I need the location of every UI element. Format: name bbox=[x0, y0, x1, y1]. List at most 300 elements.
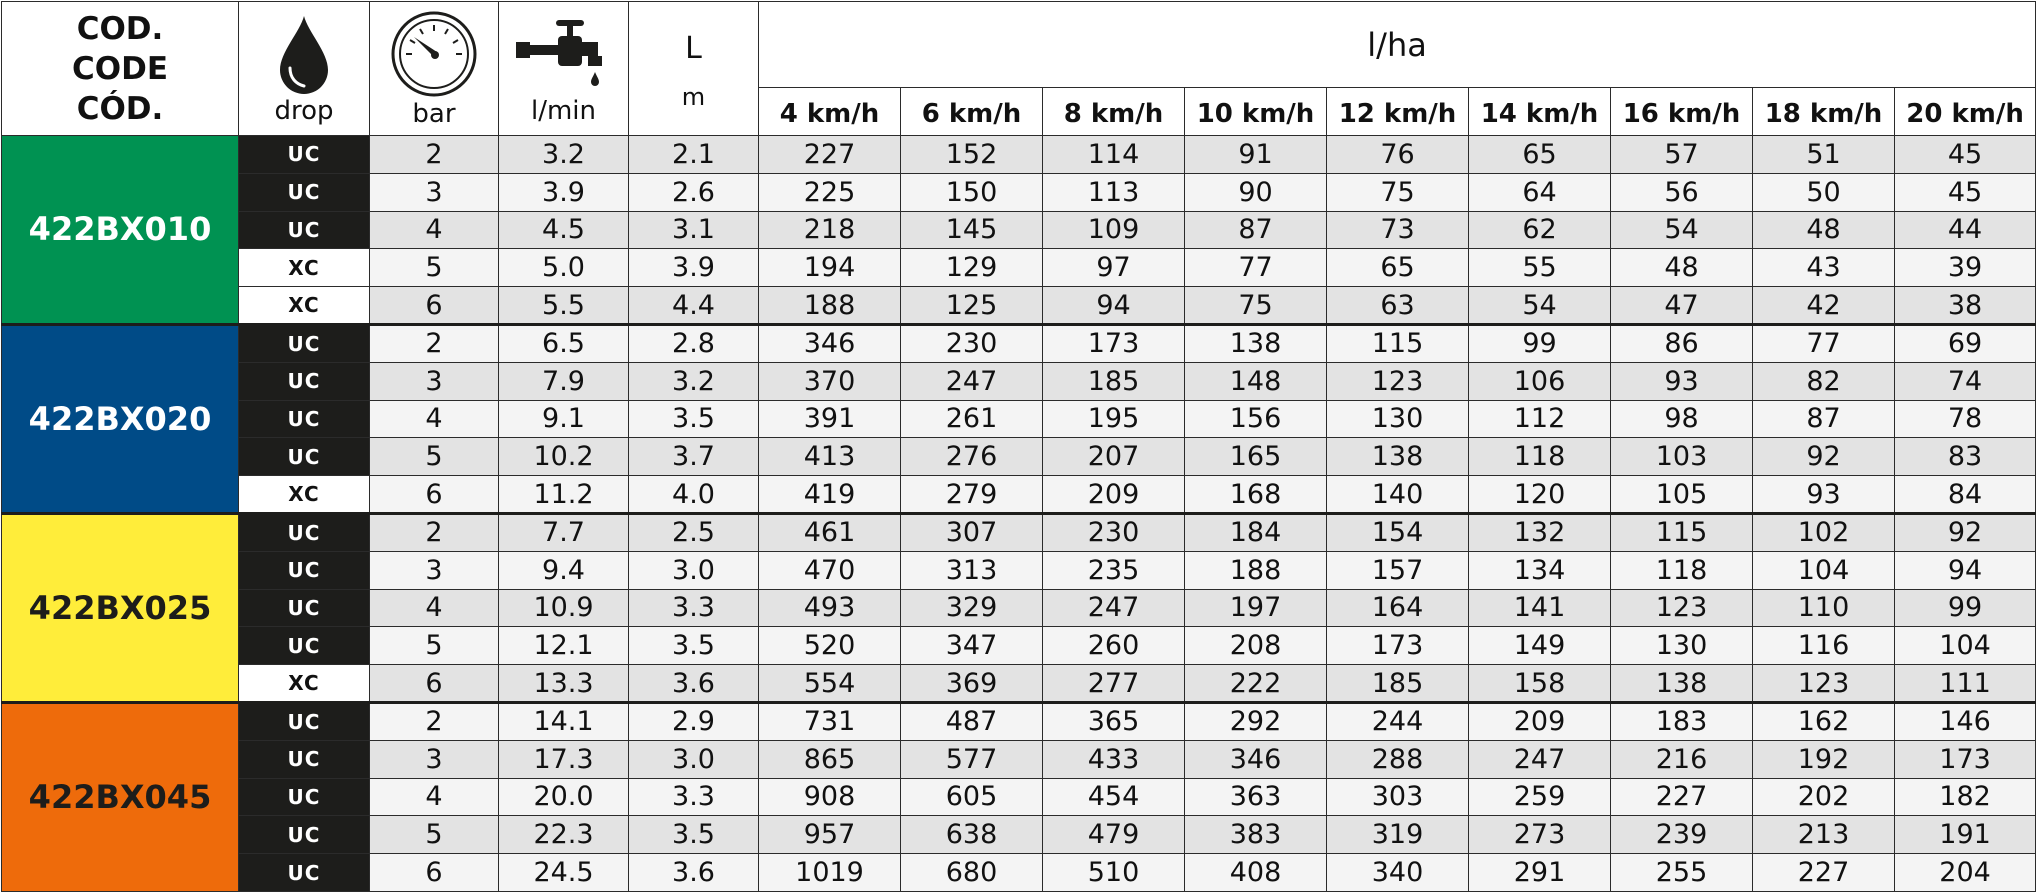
lha-value-cell: 77 bbox=[1185, 249, 1327, 287]
lha-value-cell: 65 bbox=[1327, 249, 1469, 287]
faucet-icon bbox=[514, 12, 614, 96]
lha-value-cell: 260 bbox=[1043, 627, 1185, 665]
lha-value-cell: 680 bbox=[901, 854, 1043, 892]
height-cell: 3.9 bbox=[629, 249, 759, 287]
lha-value-cell: 111 bbox=[1895, 665, 2036, 703]
code-header-line-1: COD. bbox=[76, 10, 164, 47]
lha-value-cell: 188 bbox=[1185, 551, 1327, 589]
lha-value-cell: 45 bbox=[1895, 173, 2036, 211]
table-row bbox=[2, 513, 2036, 551]
bar-cell: 4 bbox=[370, 400, 499, 438]
flow-cell: 11.2 bbox=[499, 476, 629, 514]
lha-value-cell: 247 bbox=[1469, 740, 1611, 778]
lha-value-cell: 204 bbox=[1895, 854, 2036, 892]
lha-value-cell: 227 bbox=[1753, 854, 1895, 892]
lha-value-cell: 141 bbox=[1469, 589, 1611, 627]
height-cell: 3.6 bbox=[629, 854, 759, 892]
drop-type-badge: XC bbox=[239, 665, 370, 703]
bar-cell: 3 bbox=[370, 740, 499, 778]
lha-value-cell: 202 bbox=[1753, 778, 1895, 816]
lha-value-cell: 99 bbox=[1895, 589, 2036, 627]
lha-value-cell: 120 bbox=[1469, 476, 1611, 514]
flow-cell: 4.5 bbox=[499, 211, 629, 249]
nozzle-code-cell: 422BX025 bbox=[2, 513, 239, 702]
code-header-line-2: CODE bbox=[71, 50, 168, 87]
lha-value-cell: 157 bbox=[1327, 551, 1469, 589]
lha-value-cell: 123 bbox=[1611, 589, 1753, 627]
lha-value-cell: 48 bbox=[1611, 249, 1753, 287]
flow-cell: 7.7 bbox=[499, 513, 629, 551]
speed-header: 18 km/h bbox=[1753, 88, 1895, 136]
lha-value-cell: 138 bbox=[1327, 438, 1469, 476]
lha-value-cell: 65 bbox=[1469, 136, 1611, 174]
lha-value-cell: 158 bbox=[1469, 665, 1611, 703]
lha-value-cell: 908 bbox=[759, 778, 901, 816]
drop-type-badge: UC bbox=[239, 627, 370, 665]
lha-value-cell: 82 bbox=[1753, 362, 1895, 400]
drop-type-badge: UC bbox=[239, 740, 370, 778]
lha-value-cell: 75 bbox=[1185, 287, 1327, 325]
lha-value-cell: 255 bbox=[1611, 854, 1753, 892]
lha-value-cell: 91 bbox=[1185, 136, 1327, 174]
lha-value-cell: 638 bbox=[901, 816, 1043, 854]
lha-value-cell: 43 bbox=[1753, 249, 1895, 287]
flow-cell: 3.9 bbox=[499, 173, 629, 211]
lha-value-cell: 103 bbox=[1611, 438, 1753, 476]
lha-value-cell: 510 bbox=[1043, 854, 1185, 892]
lha-value-cell: 123 bbox=[1327, 362, 1469, 400]
lha-value-cell: 365 bbox=[1043, 702, 1185, 740]
table-row bbox=[2, 854, 2036, 892]
bar-cell: 6 bbox=[370, 854, 499, 892]
lha-value-cell: 94 bbox=[1043, 287, 1185, 325]
flow-cell: 9.1 bbox=[499, 400, 629, 438]
lha-value-cell: 433 bbox=[1043, 740, 1185, 778]
lha-value-cell: 45 bbox=[1895, 136, 2036, 174]
lha-value-cell: 261 bbox=[901, 400, 1043, 438]
table-row bbox=[2, 816, 2036, 854]
lha-value-cell: 129 bbox=[901, 249, 1043, 287]
lha-value-cell: 92 bbox=[1753, 438, 1895, 476]
lha-value-cell: 74 bbox=[1895, 362, 2036, 400]
lha-value-cell: 292 bbox=[1185, 702, 1327, 740]
lha-value-cell: 39 bbox=[1895, 249, 2036, 287]
bar-cell: 5 bbox=[370, 627, 499, 665]
lha-value-cell: 369 bbox=[901, 665, 1043, 703]
flow-cell: 10.2 bbox=[499, 438, 629, 476]
lha-value-cell: 149 bbox=[1469, 627, 1611, 665]
table-row bbox=[2, 211, 2036, 249]
lha-value-cell: 75 bbox=[1327, 173, 1469, 211]
flow-cell: 24.5 bbox=[499, 854, 629, 892]
drop-type-badge: XC bbox=[239, 287, 370, 325]
lha-value-cell: 116 bbox=[1753, 627, 1895, 665]
lha-value-cell: 54 bbox=[1611, 211, 1753, 249]
spray-height-header bbox=[629, 2, 759, 136]
lha-value-cell: 132 bbox=[1469, 513, 1611, 551]
drop-type-badge: UC bbox=[239, 438, 370, 476]
lha-value-cell: 104 bbox=[1895, 627, 2036, 665]
lha-value-cell: 346 bbox=[1185, 740, 1327, 778]
lha-value-cell: 209 bbox=[1043, 476, 1185, 514]
table-row bbox=[2, 702, 2036, 740]
lha-value-cell: 118 bbox=[1611, 551, 1753, 589]
flow-cell: 9.4 bbox=[499, 551, 629, 589]
lha-value-cell: 123 bbox=[1753, 665, 1895, 703]
lha-value-cell: 413 bbox=[759, 438, 901, 476]
speed-header: 6 km/h bbox=[901, 88, 1043, 136]
lha-value-cell: 279 bbox=[901, 476, 1043, 514]
drop-type-badge: UC bbox=[239, 854, 370, 892]
lha-value-cell: 87 bbox=[1753, 400, 1895, 438]
bar-cell: 4 bbox=[370, 211, 499, 249]
lha-value-cell: 493 bbox=[759, 589, 901, 627]
lha-value-cell: 731 bbox=[759, 702, 901, 740]
height-cell: 3.5 bbox=[629, 816, 759, 854]
drop-type-badge: UC bbox=[239, 211, 370, 249]
height-cell: 2.5 bbox=[629, 513, 759, 551]
flow-cell: 5.5 bbox=[499, 287, 629, 325]
lha-value-cell: 55 bbox=[1469, 249, 1611, 287]
table-row bbox=[2, 324, 2036, 362]
lha-value-cell: 138 bbox=[1611, 665, 1753, 703]
drop-type-badge: XC bbox=[239, 476, 370, 514]
lha-value-cell: 230 bbox=[901, 324, 1043, 362]
lha-value-cell: 104 bbox=[1753, 551, 1895, 589]
lha-value-cell: 419 bbox=[759, 476, 901, 514]
height-cell: 2.8 bbox=[629, 324, 759, 362]
height-cell: 3.0 bbox=[629, 740, 759, 778]
lha-value-cell: 461 bbox=[759, 513, 901, 551]
drop-header bbox=[239, 2, 370, 136]
table-row bbox=[2, 136, 2036, 174]
lha-value-cell: 370 bbox=[759, 362, 901, 400]
drop-type-badge: UC bbox=[239, 513, 370, 551]
drop-type-badge: XC bbox=[239, 249, 370, 287]
lha-value-cell: 259 bbox=[1469, 778, 1611, 816]
lha-value-cell: 957 bbox=[759, 816, 901, 854]
bar-cell: 2 bbox=[370, 136, 499, 174]
flow-cell: 14.1 bbox=[499, 702, 629, 740]
lha-value-cell: 84 bbox=[1895, 476, 2036, 514]
lha-value-cell: 114 bbox=[1043, 136, 1185, 174]
lha-value-cell: 230 bbox=[1043, 513, 1185, 551]
table-row bbox=[2, 438, 2036, 476]
flow-cell: 5.0 bbox=[499, 249, 629, 287]
lha-value-cell: 56 bbox=[1611, 173, 1753, 211]
lha-value-cell: 99 bbox=[1469, 324, 1611, 362]
lmin-label: l/min bbox=[530, 95, 596, 126]
lha-value-cell: 54 bbox=[1469, 287, 1611, 325]
lha-value-cell: 865 bbox=[759, 740, 901, 778]
height-cell: 3.0 bbox=[629, 551, 759, 589]
height-cell: 3.3 bbox=[629, 589, 759, 627]
lha-value-cell: 125 bbox=[901, 287, 1043, 325]
lha-value-cell: 115 bbox=[1327, 324, 1469, 362]
height-cell: 3.3 bbox=[629, 778, 759, 816]
lha-value-cell: 57 bbox=[1611, 136, 1753, 174]
lha-value-cell: 63 bbox=[1327, 287, 1469, 325]
bar-cell: 6 bbox=[370, 476, 499, 514]
nozzle-code-cell: 422BX045 bbox=[2, 702, 239, 891]
lha-value-cell: 112 bbox=[1469, 400, 1611, 438]
flow-cell: 7.9 bbox=[499, 362, 629, 400]
bar-cell: 5 bbox=[370, 249, 499, 287]
speed-header: 12 km/h bbox=[1327, 88, 1469, 136]
lha-value-cell: 520 bbox=[759, 627, 901, 665]
table-row bbox=[2, 287, 2036, 325]
lha-value-cell: 197 bbox=[1185, 589, 1327, 627]
flow-header bbox=[499, 2, 629, 136]
lha-value-cell: 47 bbox=[1611, 287, 1753, 325]
drop-type-badge: UC bbox=[239, 136, 370, 174]
drop-type-badge: UC bbox=[239, 551, 370, 589]
lha-value-cell: 50 bbox=[1753, 173, 1895, 211]
lha-value-cell: 207 bbox=[1043, 438, 1185, 476]
nozzle-code-cell: 422BX020 bbox=[2, 324, 239, 513]
bar-label: bar bbox=[412, 98, 456, 129]
lha-value-cell: 42 bbox=[1753, 287, 1895, 325]
lha-value-cell: 227 bbox=[1611, 778, 1753, 816]
lha-value-cell: 247 bbox=[901, 362, 1043, 400]
lha-value-cell: 244 bbox=[1327, 702, 1469, 740]
lha-value-cell: 1019 bbox=[759, 854, 901, 892]
L-label: L bbox=[685, 30, 702, 66]
lha-value-cell: 185 bbox=[1327, 665, 1469, 703]
lha-value-cell: 48 bbox=[1753, 211, 1895, 249]
lha-value-cell: 188 bbox=[759, 287, 901, 325]
lha-value-cell: 329 bbox=[901, 589, 1043, 627]
lha-value-cell: 44 bbox=[1895, 211, 2036, 249]
lha-value-cell: 194 bbox=[759, 249, 901, 287]
lha-value-cell: 363 bbox=[1185, 778, 1327, 816]
table-row bbox=[2, 400, 2036, 438]
lha-value-cell: 134 bbox=[1469, 551, 1611, 589]
speed-header: 16 km/h bbox=[1611, 88, 1753, 136]
lha-value-cell: 192 bbox=[1753, 740, 1895, 778]
drop-label: drop bbox=[274, 95, 334, 126]
lha-value-cell: 51 bbox=[1753, 136, 1895, 174]
lha-value-cell: 77 bbox=[1753, 324, 1895, 362]
m-label: m bbox=[681, 82, 706, 111]
height-cell: 2.6 bbox=[629, 173, 759, 211]
lha-value-cell: 182 bbox=[1895, 778, 2036, 816]
flow-cell: 20.0 bbox=[499, 778, 629, 816]
lha-value-cell: 208 bbox=[1185, 627, 1327, 665]
flow-cell: 22.3 bbox=[499, 816, 629, 854]
drop-type-badge: UC bbox=[239, 702, 370, 740]
table-row bbox=[2, 589, 2036, 627]
lha-value-cell: 64 bbox=[1469, 173, 1611, 211]
lha-value-cell: 239 bbox=[1611, 816, 1753, 854]
bar-cell: 2 bbox=[370, 324, 499, 362]
bar-cell: 4 bbox=[370, 778, 499, 816]
table-row bbox=[2, 740, 2036, 778]
lha-value-cell: 94 bbox=[1895, 551, 2036, 589]
height-cell: 2.1 bbox=[629, 136, 759, 174]
lha-value-cell: 130 bbox=[1611, 627, 1753, 665]
lha-value-cell: 235 bbox=[1043, 551, 1185, 589]
lha-value-cell: 605 bbox=[901, 778, 1043, 816]
lha-value-cell: 307 bbox=[901, 513, 1043, 551]
height-cell: 3.1 bbox=[629, 211, 759, 249]
code-header-line-3: CÓD. bbox=[76, 90, 164, 127]
lha-value-cell: 76 bbox=[1327, 136, 1469, 174]
drop-type-badge: UC bbox=[239, 362, 370, 400]
nozzle-code-cell: 422BX010 bbox=[2, 136, 239, 325]
height-cell: 2.9 bbox=[629, 702, 759, 740]
lha-value-cell: 408 bbox=[1185, 854, 1327, 892]
lha-value-cell: 78 bbox=[1895, 400, 2036, 438]
drop-type-badge: UC bbox=[239, 816, 370, 854]
flow-cell: 3.2 bbox=[499, 136, 629, 174]
speed-header: 10 km/h bbox=[1185, 88, 1327, 136]
lha-value-cell: 102 bbox=[1753, 513, 1895, 551]
lha-value-cell: 130 bbox=[1327, 400, 1469, 438]
height-cell: 3.2 bbox=[629, 362, 759, 400]
lha-value-cell: 86 bbox=[1611, 324, 1753, 362]
lha-value-cell: 347 bbox=[901, 627, 1043, 665]
lha-value-cell: 98 bbox=[1611, 400, 1753, 438]
lha-value-cell: 87 bbox=[1185, 211, 1327, 249]
lha-value-cell: 227 bbox=[759, 136, 901, 174]
pressure-gauge-icon bbox=[389, 9, 479, 99]
bar-cell: 3 bbox=[370, 551, 499, 589]
lha-value-cell: 209 bbox=[1469, 702, 1611, 740]
lha-value-cell: 454 bbox=[1043, 778, 1185, 816]
lha-value-cell: 93 bbox=[1611, 362, 1753, 400]
lha-value-cell: 110 bbox=[1753, 589, 1895, 627]
lha-value-cell: 150 bbox=[901, 173, 1043, 211]
lha-value-cell: 164 bbox=[1327, 589, 1469, 627]
lha-value-cell: 303 bbox=[1327, 778, 1469, 816]
height-cell: 4.4 bbox=[629, 287, 759, 325]
lha-value-cell: 154 bbox=[1327, 513, 1469, 551]
flow-cell: 6.5 bbox=[499, 324, 629, 362]
height-cell: 3.6 bbox=[629, 665, 759, 703]
drop-type-badge: UC bbox=[239, 778, 370, 816]
lha-value-cell: 109 bbox=[1043, 211, 1185, 249]
flow-cell: 13.3 bbox=[499, 665, 629, 703]
lha-value-cell: 288 bbox=[1327, 740, 1469, 778]
lha-value-cell: 247 bbox=[1043, 589, 1185, 627]
lha-value-cell: 291 bbox=[1469, 854, 1611, 892]
lha-value-cell: 90 bbox=[1185, 173, 1327, 211]
code-header bbox=[2, 2, 239, 136]
lha-value-cell: 106 bbox=[1469, 362, 1611, 400]
lha-value-cell: 83 bbox=[1895, 438, 2036, 476]
bar-cell: 5 bbox=[370, 816, 499, 854]
table-row bbox=[2, 249, 2036, 287]
lha-value-cell: 479 bbox=[1043, 816, 1185, 854]
lha-value-cell: 113 bbox=[1043, 173, 1185, 211]
lha-value-cell: 168 bbox=[1185, 476, 1327, 514]
bar-cell: 4 bbox=[370, 589, 499, 627]
bar-cell: 3 bbox=[370, 173, 499, 211]
table-row bbox=[2, 362, 2036, 400]
lha-value-cell: 487 bbox=[901, 702, 1043, 740]
table-row bbox=[2, 476, 2036, 514]
lha-value-cell: 115 bbox=[1611, 513, 1753, 551]
table-row bbox=[2, 551, 2036, 589]
table-body bbox=[2, 136, 2036, 892]
nozzle-flow-table bbox=[1, 1, 2036, 892]
lha-value-cell: 148 bbox=[1185, 362, 1327, 400]
drop-type-badge: UC bbox=[239, 173, 370, 211]
lha-value-cell: 156 bbox=[1185, 400, 1327, 438]
lha-value-cell: 140 bbox=[1327, 476, 1469, 514]
lha-value-cell: 218 bbox=[759, 211, 901, 249]
drop-icon bbox=[274, 12, 334, 96]
lha-value-cell: 222 bbox=[1185, 665, 1327, 703]
lha-value-cell: 577 bbox=[901, 740, 1043, 778]
height-cell: 4.0 bbox=[629, 476, 759, 514]
speed-header: 8 km/h bbox=[1043, 88, 1185, 136]
lha-value-cell: 105 bbox=[1611, 476, 1753, 514]
lha-value-cell: 470 bbox=[759, 551, 901, 589]
lha-value-cell: 213 bbox=[1753, 816, 1895, 854]
lha-value-cell: 195 bbox=[1043, 400, 1185, 438]
lha-value-cell: 391 bbox=[759, 400, 901, 438]
table-row bbox=[2, 778, 2036, 816]
lha-value-cell: 62 bbox=[1469, 211, 1611, 249]
table-row bbox=[2, 173, 2036, 211]
bar-cell: 2 bbox=[370, 513, 499, 551]
lha-value-cell: 118 bbox=[1469, 438, 1611, 476]
table-row bbox=[2, 665, 2036, 703]
lha-value-cell: 93 bbox=[1753, 476, 1895, 514]
lha-value-cell: 173 bbox=[1327, 627, 1469, 665]
speed-header: 20 km/h bbox=[1895, 88, 2036, 136]
bar-cell: 6 bbox=[370, 287, 499, 325]
bar-cell: 2 bbox=[370, 702, 499, 740]
lha-value-cell: 92 bbox=[1895, 513, 2036, 551]
lha-value-cell: 277 bbox=[1043, 665, 1185, 703]
lha-value-cell: 173 bbox=[1895, 740, 2036, 778]
flow-cell: 10.9 bbox=[499, 589, 629, 627]
lha-value-cell: 319 bbox=[1327, 816, 1469, 854]
height-cell: 3.7 bbox=[629, 438, 759, 476]
lha-value-cell: 173 bbox=[1043, 324, 1185, 362]
lha-value-cell: 191 bbox=[1895, 816, 2036, 854]
height-cell: 3.5 bbox=[629, 627, 759, 665]
table-row bbox=[2, 627, 2036, 665]
lha-value-cell: 38 bbox=[1895, 287, 2036, 325]
lha-value-cell: 554 bbox=[759, 665, 901, 703]
bar-cell: 3 bbox=[370, 362, 499, 400]
lha-value-cell: 145 bbox=[901, 211, 1043, 249]
pressure-header bbox=[370, 2, 499, 136]
lha-value-cell: 340 bbox=[1327, 854, 1469, 892]
lha-value-cell: 216 bbox=[1611, 740, 1753, 778]
drop-type-badge: UC bbox=[239, 589, 370, 627]
speed-header: 14 km/h bbox=[1469, 88, 1611, 136]
lha-value-cell: 346 bbox=[759, 324, 901, 362]
drop-type-badge: UC bbox=[239, 324, 370, 362]
lha-value-cell: 165 bbox=[1185, 438, 1327, 476]
lha-value-cell: 162 bbox=[1753, 702, 1895, 740]
lha-value-cell: 73 bbox=[1327, 211, 1469, 249]
flow-cell: 12.1 bbox=[499, 627, 629, 665]
lha-value-cell: 97 bbox=[1043, 249, 1185, 287]
drop-type-badge: UC bbox=[239, 400, 370, 438]
lha-value-cell: 184 bbox=[1185, 513, 1327, 551]
height-cell: 3.5 bbox=[629, 400, 759, 438]
lha-header: l/ha bbox=[759, 2, 2036, 88]
lha-value-cell: 185 bbox=[1043, 362, 1185, 400]
speed-header: 4 km/h bbox=[759, 88, 901, 136]
lha-value-cell: 383 bbox=[1185, 816, 1327, 854]
